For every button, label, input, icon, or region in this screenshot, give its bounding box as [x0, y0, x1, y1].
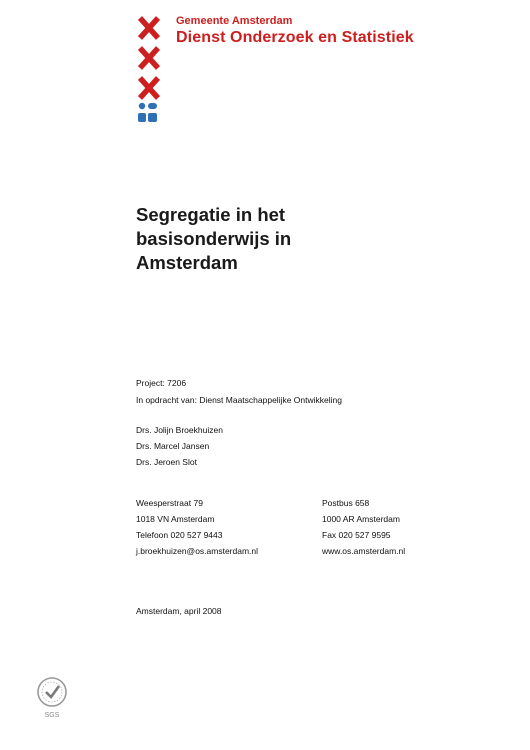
postbus: Postbus 658 [322, 498, 370, 508]
fax: Fax 020 527 9595 [322, 530, 391, 540]
org-line-1: Gemeente Amsterdam [176, 15, 293, 27]
sgs-certification-seal-icon [34, 676, 70, 720]
amsterdam-crosses-icon [136, 14, 166, 126]
website-link[interactable]: www.os.amsterdam.nl [322, 546, 406, 556]
address-postcode: 1018 VN Amsterdam [136, 514, 215, 524]
seal-label: SGS [44, 712, 60, 719]
address-street: Weesperstraat 79 [136, 498, 203, 508]
email-link[interactable]: j.broekhuizen@os.amsterdam.nl [136, 546, 259, 556]
author: Drs. Jolijn Broekhuizen [136, 425, 223, 435]
author: Drs. Marcel Jansen [136, 441, 210, 451]
project-number: Project: 7206 [136, 378, 187, 388]
org-line-2: Dienst Onderzoek en Statistiek [176, 29, 414, 46]
title-line: basisonderwijs in [136, 228, 292, 249]
report-title [136, 203, 291, 275]
date-location: Amsterdam, april 2008 [136, 606, 222, 616]
author: Drs. Jeroen Slot [136, 457, 197, 467]
project-client: In opdracht van: Dienst Maatschappelijke Ontwikkeling [136, 395, 342, 405]
postbus-postcode: 1000 AR Amsterdam [322, 514, 400, 524]
title-line: Amsterdam [136, 252, 238, 273]
title-line: Segregatie in het [136, 204, 286, 225]
organisation-name [176, 14, 414, 48]
phone: Telefoon 020 527 9443 [136, 530, 223, 540]
